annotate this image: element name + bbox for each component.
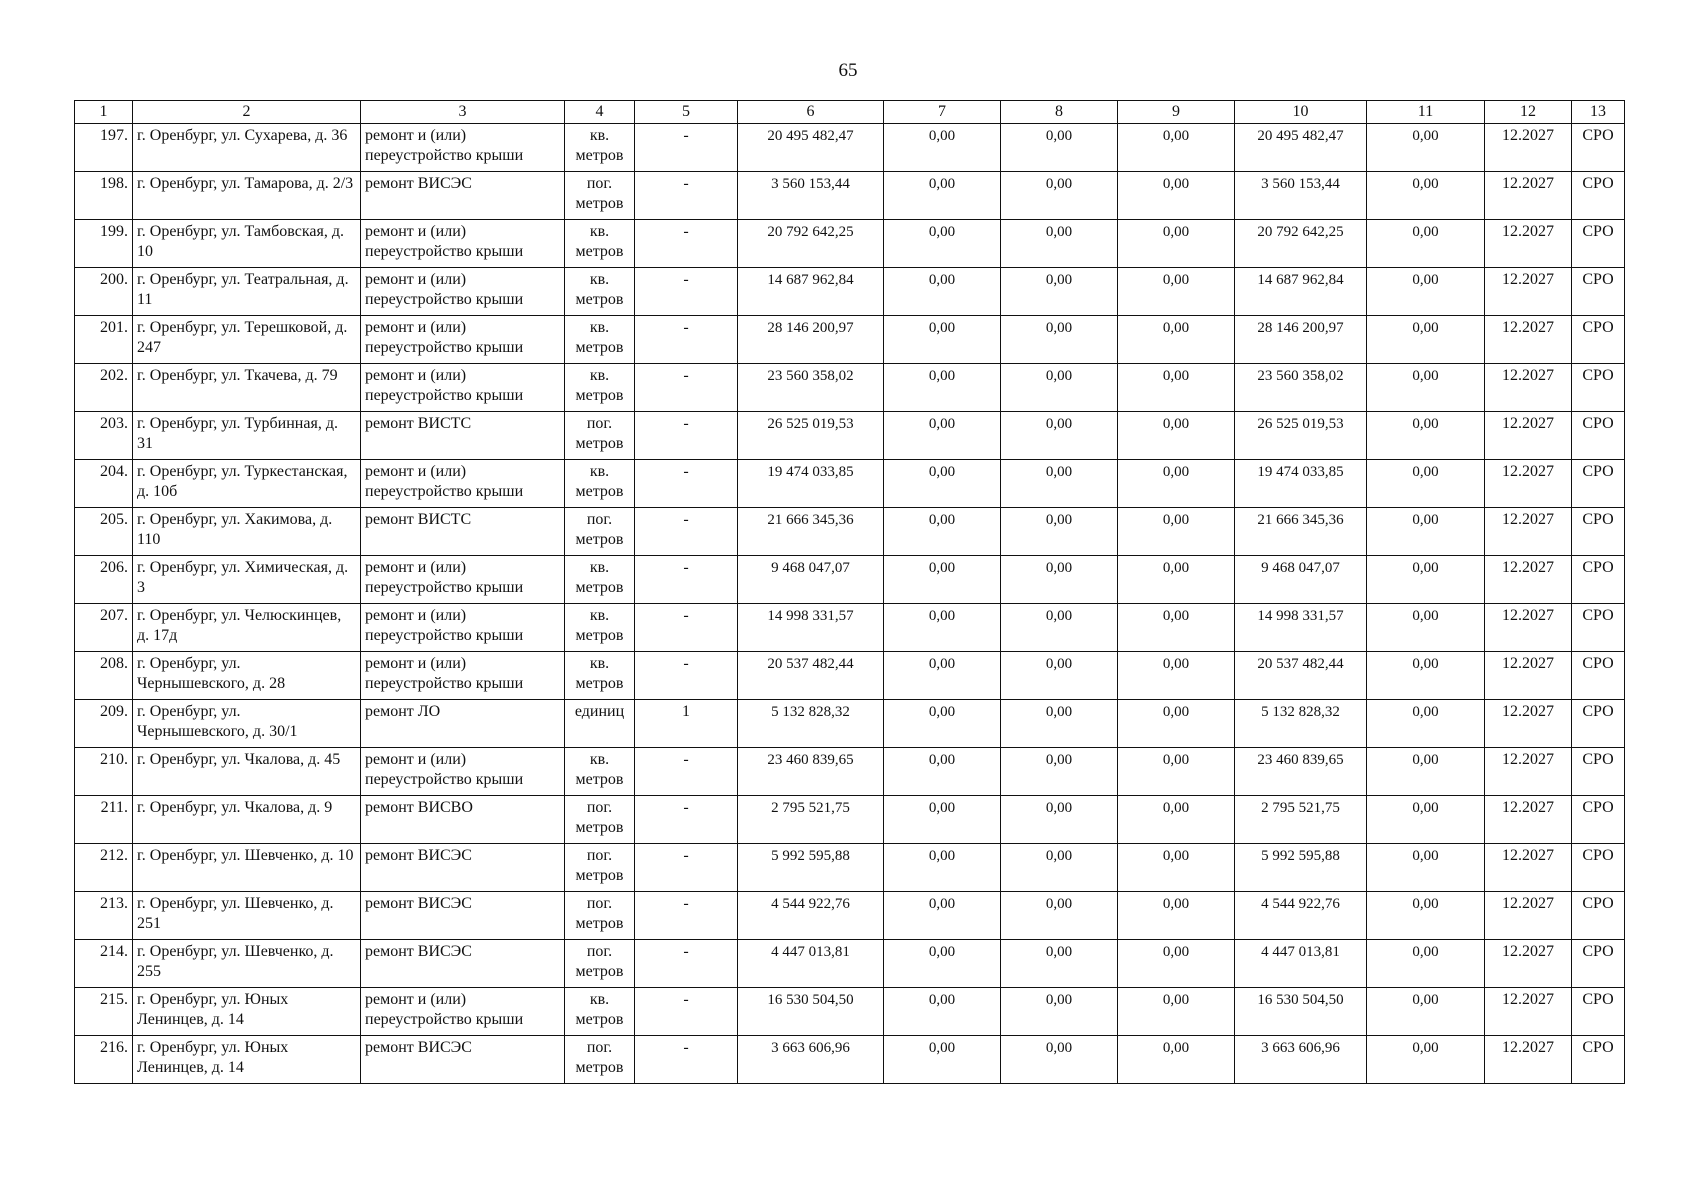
total-cost-cell: 3 560 153,44 bbox=[738, 172, 884, 220]
unit-cell: пог. метров bbox=[565, 172, 635, 220]
quantity-cell: - bbox=[635, 172, 738, 220]
source-cell: СРО bbox=[1572, 700, 1625, 748]
address-cell: г. Оренбург, ул. Тамарова, д. 2/3 bbox=[133, 172, 361, 220]
fund-cost-cell: 2 795 521,75 bbox=[1235, 796, 1367, 844]
row-number-cell: 216. bbox=[75, 1036, 133, 1084]
unit-cell: кв. метров bbox=[565, 556, 635, 604]
table-row bbox=[75, 508, 1625, 556]
cost-cell: 0,00 bbox=[884, 604, 1001, 652]
cost-cell: 0,00 bbox=[884, 412, 1001, 460]
cost-cell: 0,00 bbox=[1118, 748, 1235, 796]
cost-cell: 0,00 bbox=[1001, 988, 1118, 1036]
source-cell: СРО bbox=[1572, 220, 1625, 268]
row-number-cell: 213. bbox=[75, 892, 133, 940]
address-cell: г. Оренбург, ул. Туркестанская, д. 10б bbox=[133, 460, 361, 508]
fund-cost-cell: 20 495 482,47 bbox=[1235, 124, 1367, 172]
cost-cell: 0,00 bbox=[1118, 460, 1235, 508]
fund-cost-cell: 3 663 606,96 bbox=[1235, 1036, 1367, 1084]
work-type-cell: ремонт и (или) переустройство крыши bbox=[361, 364, 565, 412]
column-header: 8 bbox=[1001, 101, 1118, 124]
fund-cost-cell: 9 468 047,07 bbox=[1235, 556, 1367, 604]
cost-cell: 0,00 bbox=[1001, 940, 1118, 988]
column-header: 9 bbox=[1118, 101, 1235, 124]
source-cell: СРО bbox=[1572, 604, 1625, 652]
deadline-cell: 12.2027 bbox=[1485, 652, 1572, 700]
address-cell: г. Оренбург, ул. Шевченко, д. 255 bbox=[133, 940, 361, 988]
source-cell: СРО bbox=[1572, 940, 1625, 988]
column-header: 7 bbox=[884, 101, 1001, 124]
address-cell: г. Оренбург, ул. Юных Ленинцев, д. 14 bbox=[133, 1036, 361, 1084]
cost-cell: 0,00 bbox=[1367, 652, 1485, 700]
total-cost-cell: 5 992 595,88 bbox=[738, 844, 884, 892]
deadline-cell: 12.2027 bbox=[1485, 940, 1572, 988]
cost-cell: 0,00 bbox=[1118, 700, 1235, 748]
source-cell: СРО bbox=[1572, 364, 1625, 412]
row-number-cell: 199. bbox=[75, 220, 133, 268]
cost-cell: 0,00 bbox=[884, 460, 1001, 508]
table-row bbox=[75, 700, 1625, 748]
column-header: 6 bbox=[738, 101, 884, 124]
quantity-cell: - bbox=[635, 556, 738, 604]
total-cost-cell: 26 525 019,53 bbox=[738, 412, 884, 460]
cost-cell: 0,00 bbox=[884, 652, 1001, 700]
table-row bbox=[75, 988, 1625, 1036]
quantity-cell: - bbox=[635, 892, 738, 940]
source-cell: СРО bbox=[1572, 172, 1625, 220]
column-header: 12 bbox=[1485, 101, 1572, 124]
source-cell: СРО bbox=[1572, 844, 1625, 892]
work-type-cell: ремонт ВИСЭС bbox=[361, 172, 565, 220]
deadline-cell: 12.2027 bbox=[1485, 1036, 1572, 1084]
unit-cell: пог. метров bbox=[565, 412, 635, 460]
cost-cell: 0,00 bbox=[1001, 172, 1118, 220]
quantity-cell: - bbox=[635, 1036, 738, 1084]
deadline-cell: 12.2027 bbox=[1485, 220, 1572, 268]
repair-registry-table bbox=[74, 100, 1625, 1084]
cost-cell: 0,00 bbox=[1367, 748, 1485, 796]
work-type-cell: ремонт и (или) переустройство крыши bbox=[361, 604, 565, 652]
column-header: 2 bbox=[133, 101, 361, 124]
work-type-cell: ремонт ВИСЭС bbox=[361, 940, 565, 988]
cost-cell: 0,00 bbox=[1118, 364, 1235, 412]
fund-cost-cell: 16 530 504,50 bbox=[1235, 988, 1367, 1036]
address-cell: г. Оренбург, ул. Сухарева, д. 36 bbox=[133, 124, 361, 172]
cost-cell: 0,00 bbox=[1118, 268, 1235, 316]
deadline-cell: 12.2027 bbox=[1485, 364, 1572, 412]
source-cell: СРО bbox=[1572, 124, 1625, 172]
cost-cell: 0,00 bbox=[1001, 1036, 1118, 1084]
cost-cell: 0,00 bbox=[1001, 892, 1118, 940]
fund-cost-cell: 23 460 839,65 bbox=[1235, 748, 1367, 796]
cost-cell: 0,00 bbox=[884, 364, 1001, 412]
quantity-cell: - bbox=[635, 316, 738, 364]
cost-cell: 0,00 bbox=[1118, 796, 1235, 844]
fund-cost-cell: 23 560 358,02 bbox=[1235, 364, 1367, 412]
source-cell: СРО bbox=[1572, 652, 1625, 700]
cost-cell: 0,00 bbox=[1001, 796, 1118, 844]
deadline-cell: 12.2027 bbox=[1485, 556, 1572, 604]
table-header bbox=[75, 101, 1625, 124]
work-type-cell: ремонт и (или) переустройство крыши bbox=[361, 748, 565, 796]
table-row bbox=[75, 892, 1625, 940]
fund-cost-cell: 21 666 345,36 bbox=[1235, 508, 1367, 556]
column-header: 10 bbox=[1235, 101, 1367, 124]
table-row bbox=[75, 364, 1625, 412]
unit-cell: кв. метров bbox=[565, 220, 635, 268]
cost-cell: 0,00 bbox=[1118, 844, 1235, 892]
cost-cell: 0,00 bbox=[1118, 652, 1235, 700]
address-cell: г. Оренбург, ул. Хакимова, д. 110 bbox=[133, 508, 361, 556]
deadline-cell: 12.2027 bbox=[1485, 604, 1572, 652]
total-cost-cell: 4 544 922,76 bbox=[738, 892, 884, 940]
fund-cost-cell: 26 525 019,53 bbox=[1235, 412, 1367, 460]
quantity-cell: - bbox=[635, 652, 738, 700]
table-row bbox=[75, 412, 1625, 460]
table-row bbox=[75, 172, 1625, 220]
work-type-cell: ремонт ВИСТС bbox=[361, 412, 565, 460]
table-row bbox=[75, 220, 1625, 268]
source-cell: СРО bbox=[1572, 268, 1625, 316]
cost-cell: 0,00 bbox=[1367, 460, 1485, 508]
unit-cell: кв. метров bbox=[565, 604, 635, 652]
cost-cell: 0,00 bbox=[884, 988, 1001, 1036]
cost-cell: 0,00 bbox=[884, 796, 1001, 844]
page-number: 65 bbox=[838, 60, 858, 81]
cost-cell: 0,00 bbox=[1118, 988, 1235, 1036]
unit-cell: пог. метров bbox=[565, 508, 635, 556]
unit-cell: кв. метров bbox=[565, 268, 635, 316]
row-number-cell: 202. bbox=[75, 364, 133, 412]
total-cost-cell: 20 495 482,47 bbox=[738, 124, 884, 172]
deadline-cell: 12.2027 bbox=[1485, 892, 1572, 940]
total-cost-cell: 4 447 013,81 bbox=[738, 940, 884, 988]
work-type-cell: ремонт и (или) переустройство крыши bbox=[361, 124, 565, 172]
cost-cell: 0,00 bbox=[1118, 124, 1235, 172]
quantity-cell: - bbox=[635, 220, 738, 268]
fund-cost-cell: 20 792 642,25 bbox=[1235, 220, 1367, 268]
total-cost-cell: 14 687 962,84 bbox=[738, 268, 884, 316]
fund-cost-cell: 5 992 595,88 bbox=[1235, 844, 1367, 892]
deadline-cell: 12.2027 bbox=[1485, 700, 1572, 748]
row-number-cell: 209. bbox=[75, 700, 133, 748]
cost-cell: 0,00 bbox=[1118, 940, 1235, 988]
total-cost-cell: 14 998 331,57 bbox=[738, 604, 884, 652]
fund-cost-cell: 19 474 033,85 bbox=[1235, 460, 1367, 508]
fund-cost-cell: 3 560 153,44 bbox=[1235, 172, 1367, 220]
quantity-cell: - bbox=[635, 460, 738, 508]
address-cell: г. Оренбург, ул. Терешковой, д. 247 bbox=[133, 316, 361, 364]
source-cell: СРО bbox=[1572, 1036, 1625, 1084]
quantity-cell: - bbox=[635, 940, 738, 988]
deadline-cell: 12.2027 bbox=[1485, 316, 1572, 364]
cost-cell: 0,00 bbox=[884, 556, 1001, 604]
address-cell: г. Оренбург, ул. Турбинная, д. 31 bbox=[133, 412, 361, 460]
cost-cell: 0,00 bbox=[1001, 124, 1118, 172]
work-type-cell: ремонт и (или) переустройство крыши bbox=[361, 220, 565, 268]
quantity-cell: - bbox=[635, 988, 738, 1036]
deadline-cell: 12.2027 bbox=[1485, 460, 1572, 508]
cost-cell: 0,00 bbox=[1367, 940, 1485, 988]
cost-cell: 0,00 bbox=[1367, 1036, 1485, 1084]
header-row bbox=[75, 101, 1625, 124]
fund-cost-cell: 4 544 922,76 bbox=[1235, 892, 1367, 940]
total-cost-cell: 28 146 200,97 bbox=[738, 316, 884, 364]
cost-cell: 0,00 bbox=[1118, 412, 1235, 460]
unit-cell: кв. метров bbox=[565, 124, 635, 172]
cost-cell: 0,00 bbox=[1001, 508, 1118, 556]
quantity-cell: - bbox=[635, 268, 738, 316]
quantity-cell: - bbox=[635, 124, 738, 172]
source-cell: СРО bbox=[1572, 316, 1625, 364]
cost-cell: 0,00 bbox=[1001, 700, 1118, 748]
unit-cell: кв. метров bbox=[565, 748, 635, 796]
total-cost-cell: 16 530 504,50 bbox=[738, 988, 884, 1036]
row-number-cell: 214. bbox=[75, 940, 133, 988]
cost-cell: 0,00 bbox=[1367, 844, 1485, 892]
source-cell: СРО bbox=[1572, 748, 1625, 796]
cost-cell: 0,00 bbox=[884, 124, 1001, 172]
row-number-cell: 204. bbox=[75, 460, 133, 508]
total-cost-cell: 5 132 828,32 bbox=[738, 700, 884, 748]
cost-cell: 0,00 bbox=[1001, 460, 1118, 508]
total-cost-cell: 21 666 345,36 bbox=[738, 508, 884, 556]
total-cost-cell: 20 537 482,44 bbox=[738, 652, 884, 700]
cost-cell: 0,00 bbox=[1118, 172, 1235, 220]
unit-cell: кв. метров bbox=[565, 364, 635, 412]
total-cost-cell: 20 792 642,25 bbox=[738, 220, 884, 268]
unit-cell: единиц bbox=[565, 700, 635, 748]
cost-cell: 0,00 bbox=[884, 940, 1001, 988]
unit-cell: кв. метров bbox=[565, 460, 635, 508]
cost-cell: 0,00 bbox=[884, 1036, 1001, 1084]
fund-cost-cell: 28 146 200,97 bbox=[1235, 316, 1367, 364]
table-row bbox=[75, 1036, 1625, 1084]
deadline-cell: 12.2027 bbox=[1485, 508, 1572, 556]
row-number-cell: 206. bbox=[75, 556, 133, 604]
cost-cell: 0,00 bbox=[1001, 268, 1118, 316]
row-number-cell: 208. bbox=[75, 652, 133, 700]
table-row bbox=[75, 940, 1625, 988]
cost-cell: 0,00 bbox=[1001, 748, 1118, 796]
total-cost-cell: 23 560 358,02 bbox=[738, 364, 884, 412]
quantity-cell: - bbox=[635, 604, 738, 652]
column-header: 4 bbox=[565, 101, 635, 124]
quantity-cell: - bbox=[635, 796, 738, 844]
column-header: 13 bbox=[1572, 101, 1625, 124]
cost-cell: 0,00 bbox=[1367, 412, 1485, 460]
work-type-cell: ремонт и (или) переустройство крыши bbox=[361, 316, 565, 364]
source-cell: СРО bbox=[1572, 508, 1625, 556]
table-row bbox=[75, 796, 1625, 844]
cost-cell: 0,00 bbox=[1001, 316, 1118, 364]
address-cell: г. Оренбург, ул. Театральная, д. 11 bbox=[133, 268, 361, 316]
row-number-cell: 205. bbox=[75, 508, 133, 556]
total-cost-cell: 9 468 047,07 bbox=[738, 556, 884, 604]
work-type-cell: ремонт ВИСВО bbox=[361, 796, 565, 844]
column-header: 5 bbox=[635, 101, 738, 124]
deadline-cell: 12.2027 bbox=[1485, 124, 1572, 172]
cost-cell: 0,00 bbox=[884, 316, 1001, 364]
cost-cell: 0,00 bbox=[1001, 412, 1118, 460]
unit-cell: кв. метров bbox=[565, 316, 635, 364]
cost-cell: 0,00 bbox=[884, 220, 1001, 268]
row-number-cell: 201. bbox=[75, 316, 133, 364]
cost-cell: 0,00 bbox=[884, 172, 1001, 220]
cost-cell: 0,00 bbox=[1367, 508, 1485, 556]
cost-cell: 0,00 bbox=[884, 892, 1001, 940]
quantity-cell: - bbox=[635, 364, 738, 412]
unit-cell: кв. метров bbox=[565, 988, 635, 1036]
unit-cell: кв. метров bbox=[565, 652, 635, 700]
row-number-cell: 215. bbox=[75, 988, 133, 1036]
total-cost-cell: 19 474 033,85 bbox=[738, 460, 884, 508]
address-cell: г. Оренбург, ул. Шевченко, д. 10 bbox=[133, 844, 361, 892]
fund-cost-cell: 14 687 962,84 bbox=[1235, 268, 1367, 316]
address-cell: г. Оренбург, ул. Чкалова, д. 9 bbox=[133, 796, 361, 844]
work-type-cell: ремонт и (или) переустройство крыши bbox=[361, 652, 565, 700]
address-cell: г. Оренбург, ул. Шевченко, д. 251 bbox=[133, 892, 361, 940]
table-row bbox=[75, 460, 1625, 508]
fund-cost-cell: 4 447 013,81 bbox=[1235, 940, 1367, 988]
row-number-cell: 211. bbox=[75, 796, 133, 844]
cost-cell: 0,00 bbox=[1001, 220, 1118, 268]
table-row bbox=[75, 748, 1625, 796]
cost-cell: 0,00 bbox=[1001, 604, 1118, 652]
unit-cell: пог. метров bbox=[565, 796, 635, 844]
source-cell: СРО bbox=[1572, 460, 1625, 508]
table-row bbox=[75, 652, 1625, 700]
deadline-cell: 12.2027 bbox=[1485, 412, 1572, 460]
cost-cell: 0,00 bbox=[1001, 364, 1118, 412]
cost-cell: 0,00 bbox=[1367, 316, 1485, 364]
deadline-cell: 12.2027 bbox=[1485, 844, 1572, 892]
quantity-cell: - bbox=[635, 844, 738, 892]
total-cost-cell: 23 460 839,65 bbox=[738, 748, 884, 796]
row-number-cell: 203. bbox=[75, 412, 133, 460]
table-row bbox=[75, 604, 1625, 652]
table-body bbox=[75, 124, 1625, 1084]
row-number-cell: 210. bbox=[75, 748, 133, 796]
cost-cell: 0,00 bbox=[1001, 652, 1118, 700]
cost-cell: 0,00 bbox=[1367, 556, 1485, 604]
source-cell: СРО bbox=[1572, 412, 1625, 460]
cost-cell: 0,00 bbox=[1367, 268, 1485, 316]
row-number-cell: 207. bbox=[75, 604, 133, 652]
work-type-cell: ремонт ВИСЭС bbox=[361, 1036, 565, 1084]
total-cost-cell: 3 663 606,96 bbox=[738, 1036, 884, 1084]
cost-cell: 0,00 bbox=[1118, 556, 1235, 604]
deadline-cell: 12.2027 bbox=[1485, 796, 1572, 844]
address-cell: г. Оренбург, ул. Юных Ленинцев, д. 14 bbox=[133, 988, 361, 1036]
work-type-cell: ремонт ВИСЭС bbox=[361, 892, 565, 940]
deadline-cell: 12.2027 bbox=[1485, 988, 1572, 1036]
cost-cell: 0,00 bbox=[1367, 796, 1485, 844]
table-row bbox=[75, 844, 1625, 892]
fund-cost-cell: 20 537 482,44 bbox=[1235, 652, 1367, 700]
unit-cell: пог. метров bbox=[565, 844, 635, 892]
address-cell: г. Оренбург, ул. Чернышевского, д. 30/1 bbox=[133, 700, 361, 748]
address-cell: г. Оренбург, ул. Чкалова, д. 45 bbox=[133, 748, 361, 796]
quantity-cell: - bbox=[635, 412, 738, 460]
cost-cell: 0,00 bbox=[1367, 364, 1485, 412]
table-row bbox=[75, 268, 1625, 316]
deadline-cell: 12.2027 bbox=[1485, 748, 1572, 796]
cost-cell: 0,00 bbox=[1367, 604, 1485, 652]
quantity-cell: - bbox=[635, 508, 738, 556]
table-row bbox=[75, 124, 1625, 172]
cost-cell: 0,00 bbox=[1367, 124, 1485, 172]
cost-cell: 0,00 bbox=[1367, 700, 1485, 748]
unit-cell: пог. метров bbox=[565, 1036, 635, 1084]
table-row bbox=[75, 556, 1625, 604]
table-row bbox=[75, 316, 1625, 364]
cost-cell: 0,00 bbox=[1367, 892, 1485, 940]
cost-cell: 0,00 bbox=[1367, 988, 1485, 1036]
cost-cell: 0,00 bbox=[1118, 604, 1235, 652]
deadline-cell: 12.2027 bbox=[1485, 268, 1572, 316]
column-header: 1 bbox=[75, 101, 133, 124]
source-cell: СРО bbox=[1572, 892, 1625, 940]
cost-cell: 0,00 bbox=[1118, 892, 1235, 940]
work-type-cell: ремонт и (или) переустройство крыши bbox=[361, 268, 565, 316]
address-cell: г. Оренбург, ул. Химическая, д. 3 bbox=[133, 556, 361, 604]
row-number-cell: 198. bbox=[75, 172, 133, 220]
cost-cell: 0,00 bbox=[1001, 556, 1118, 604]
cost-cell: 0,00 bbox=[884, 844, 1001, 892]
work-type-cell: ремонт ВИСТС bbox=[361, 508, 565, 556]
work-type-cell: ремонт ЛО bbox=[361, 700, 565, 748]
work-type-cell: ремонт и (или) переустройство крыши bbox=[361, 460, 565, 508]
unit-cell: пог. метров bbox=[565, 892, 635, 940]
address-cell: г. Оренбург, ул. Чернышевского, д. 28 bbox=[133, 652, 361, 700]
fund-cost-cell: 5 132 828,32 bbox=[1235, 700, 1367, 748]
cost-cell: 0,00 bbox=[1118, 220, 1235, 268]
cost-cell: 0,00 bbox=[884, 700, 1001, 748]
total-cost-cell: 2 795 521,75 bbox=[738, 796, 884, 844]
address-cell: г. Оренбург, ул. Тамбовская, д. 10 bbox=[133, 220, 361, 268]
cost-cell: 0,00 bbox=[1001, 844, 1118, 892]
work-type-cell: ремонт и (или) переустройство крыши bbox=[361, 556, 565, 604]
cost-cell: 0,00 bbox=[1367, 220, 1485, 268]
quantity-cell: 1 bbox=[635, 700, 738, 748]
cost-cell: 0,00 bbox=[1118, 508, 1235, 556]
address-cell: г. Оренбург, ул. Челюскинцев, д. 17д bbox=[133, 604, 361, 652]
work-type-cell: ремонт ВИСЭС bbox=[361, 844, 565, 892]
source-cell: СРО bbox=[1572, 556, 1625, 604]
deadline-cell: 12.2027 bbox=[1485, 172, 1572, 220]
row-number-cell: 200. bbox=[75, 268, 133, 316]
fund-cost-cell: 14 998 331,57 bbox=[1235, 604, 1367, 652]
cost-cell: 0,00 bbox=[884, 508, 1001, 556]
cost-cell: 0,00 bbox=[884, 748, 1001, 796]
quantity-cell: - bbox=[635, 748, 738, 796]
source-cell: СРО bbox=[1572, 988, 1625, 1036]
cost-cell: 0,00 bbox=[884, 268, 1001, 316]
unit-cell: пог. метров bbox=[565, 940, 635, 988]
column-header: 3 bbox=[361, 101, 565, 124]
address-cell: г. Оренбург, ул. Ткачева, д. 79 bbox=[133, 364, 361, 412]
row-number-cell: 197. bbox=[75, 124, 133, 172]
cost-cell: 0,00 bbox=[1367, 172, 1485, 220]
source-cell: СРО bbox=[1572, 796, 1625, 844]
work-type-cell: ремонт и (или) переустройство крыши bbox=[361, 988, 565, 1036]
cost-cell: 0,00 bbox=[1118, 1036, 1235, 1084]
column-header: 11 bbox=[1367, 101, 1485, 124]
row-number-cell: 212. bbox=[75, 844, 133, 892]
cost-cell: 0,00 bbox=[1118, 316, 1235, 364]
